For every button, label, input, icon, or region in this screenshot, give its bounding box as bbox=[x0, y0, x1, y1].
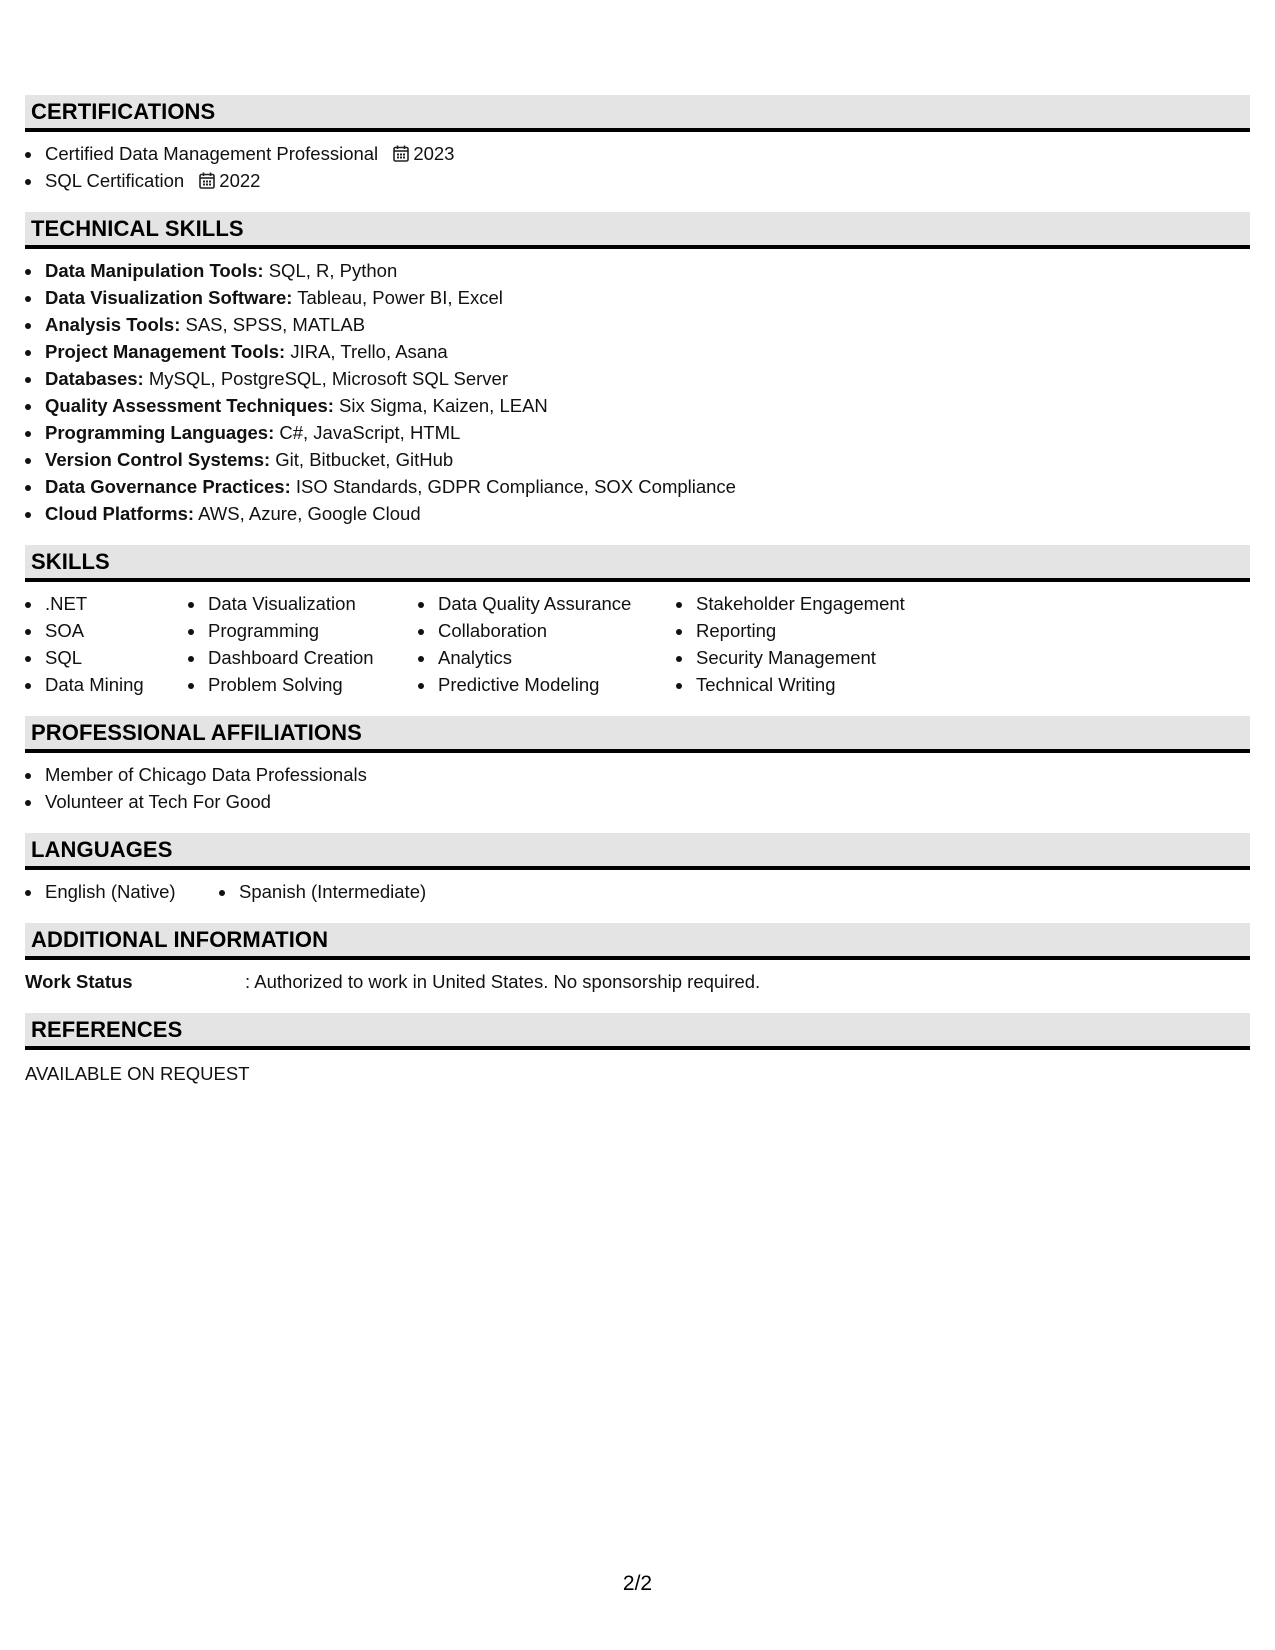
references-header bbox=[25, 1013, 1250, 1050]
list-item bbox=[43, 365, 1250, 392]
certification-year: 2023 bbox=[413, 143, 455, 164]
work-status-label: Work Status bbox=[25, 971, 133, 992]
skill-values: C#, JavaScript, HTML bbox=[274, 422, 461, 443]
technical-skills-list bbox=[25, 257, 1250, 527]
section-title: PROFESSIONAL AFFILIATIONS bbox=[31, 719, 362, 745]
languages-header bbox=[25, 833, 1250, 870]
section-title: SKILLS bbox=[31, 548, 110, 574]
skill-values: AWS, Azure, Google Cloud bbox=[194, 503, 421, 524]
list-item: • SQL bbox=[43, 644, 188, 671]
list-item: • Predictive Modeling bbox=[436, 671, 676, 698]
list-item: • Dashboard Creation bbox=[206, 644, 418, 671]
skill-category: Data Governance Practices: bbox=[45, 476, 291, 497]
list-item: • Spanish (Intermediate) bbox=[237, 878, 426, 905]
skill-category: Cloud Platforms: bbox=[45, 503, 195, 524]
work-status-value: : Authorized to work in United States. No sponsorship required. bbox=[245, 971, 761, 992]
list-item: • Problem Solving bbox=[206, 671, 418, 698]
resume-page bbox=[25, 95, 1250, 1105]
section-title: REFERENCES bbox=[31, 1016, 183, 1042]
certifications-list bbox=[25, 140, 1250, 194]
languages-column bbox=[25, 878, 219, 905]
languages-list bbox=[25, 878, 1250, 905]
certification-name: Certified Data Management Professional bbox=[45, 143, 379, 164]
skills-column bbox=[418, 590, 676, 698]
skill-values: Git, Bitbucket, GitHub bbox=[270, 449, 454, 470]
skill-category: Data Manipulation Tools: bbox=[45, 260, 264, 281]
list-item bbox=[43, 500, 1250, 527]
list-item bbox=[43, 311, 1250, 338]
additional-info-section bbox=[25, 923, 1250, 995]
list-item bbox=[43, 392, 1250, 419]
affiliations-list bbox=[25, 761, 1250, 815]
section-title: LANGUAGES bbox=[31, 836, 173, 862]
skills-column bbox=[676, 590, 954, 698]
list-item bbox=[43, 419, 1250, 446]
list-item: • English (Native) bbox=[43, 878, 219, 905]
skill-values: ISO Standards, GDPR Compliance, SOX Compliance bbox=[290, 476, 736, 497]
skill-category: Databases: bbox=[45, 368, 144, 389]
list-item: • Member of Chicago Data Professionals bbox=[43, 761, 1250, 788]
list-item: • Reporting bbox=[694, 617, 954, 644]
list-item bbox=[43, 473, 1250, 500]
skill-values: SAS, SPSS, MATLAB bbox=[180, 314, 366, 335]
skill-category: Data Visualization Software: bbox=[45, 287, 293, 308]
list-item: • Stakeholder Engagement bbox=[694, 590, 954, 617]
list-item: • Volunteer at Tech For Good bbox=[43, 788, 1250, 815]
skills-header bbox=[25, 545, 1250, 582]
list-item: • Security Management bbox=[694, 644, 954, 671]
list-item bbox=[43, 338, 1250, 365]
languages-column bbox=[219, 878, 426, 905]
certifications-header bbox=[25, 95, 1250, 132]
section-title: TECHNICAL SKILLS bbox=[31, 215, 244, 241]
list-item bbox=[43, 257, 1250, 284]
skills-section bbox=[25, 545, 1250, 698]
list-item bbox=[43, 140, 1250, 167]
calendar-icon bbox=[199, 172, 215, 189]
skill-category: Programming Languages: bbox=[45, 422, 275, 443]
section-title: CERTIFICATIONS bbox=[31, 98, 216, 124]
skill-category: Version Control Systems: bbox=[45, 449, 271, 470]
list-item bbox=[43, 167, 1250, 194]
list-item: • Data Mining bbox=[43, 671, 188, 698]
calendar-icon bbox=[393, 145, 409, 162]
references-section bbox=[25, 1013, 1250, 1087]
technical-skills-section bbox=[25, 212, 1250, 527]
list-item: • Data Quality Assurance bbox=[436, 590, 676, 617]
affiliations-section bbox=[25, 716, 1250, 815]
affiliations-header bbox=[25, 716, 1250, 753]
certifications-section bbox=[25, 95, 1250, 194]
list-item: • Collaboration bbox=[436, 617, 676, 644]
skill-values: SQL, R, Python bbox=[263, 260, 398, 281]
section-title: ADDITIONAL INFORMATION bbox=[31, 926, 329, 952]
skill-category: Project Management Tools: bbox=[45, 341, 286, 362]
skill-values: MySQL, PostgreSQL, Microsoft SQL Server bbox=[143, 368, 509, 389]
skill-values: Six Sigma, Kaizen, LEAN bbox=[333, 395, 548, 416]
skill-category: Analysis Tools: bbox=[45, 314, 181, 335]
list-item: • Technical Writing bbox=[694, 671, 954, 698]
list-item: • Data Visualization bbox=[206, 590, 418, 617]
list-item bbox=[43, 446, 1250, 473]
additional-info-header bbox=[25, 923, 1250, 960]
skills-column bbox=[25, 590, 188, 698]
skill-values: JIRA, Trello, Asana bbox=[285, 341, 448, 362]
skill-values: Tableau, Power BI, Excel bbox=[292, 287, 503, 308]
list-item: • Analytics bbox=[436, 644, 676, 671]
work-status-row bbox=[25, 968, 1250, 995]
list-item: • SOA bbox=[43, 617, 188, 644]
references-text: AVAILABLE ON REQUEST bbox=[25, 1063, 250, 1084]
skill-category: Quality Assessment Techniques: bbox=[45, 395, 334, 416]
page-number: 2/2 bbox=[622, 1572, 653, 1595]
skills-column bbox=[188, 590, 418, 698]
list-item: • Programming bbox=[206, 617, 418, 644]
certification-name: SQL Certification bbox=[45, 170, 185, 191]
skills-columns bbox=[25, 590, 1250, 698]
list-item bbox=[43, 284, 1250, 311]
languages-section bbox=[25, 833, 1250, 905]
technical-skills-header bbox=[25, 212, 1250, 249]
list-item: • .NET bbox=[43, 590, 188, 617]
certification-year: 2022 bbox=[219, 170, 261, 191]
